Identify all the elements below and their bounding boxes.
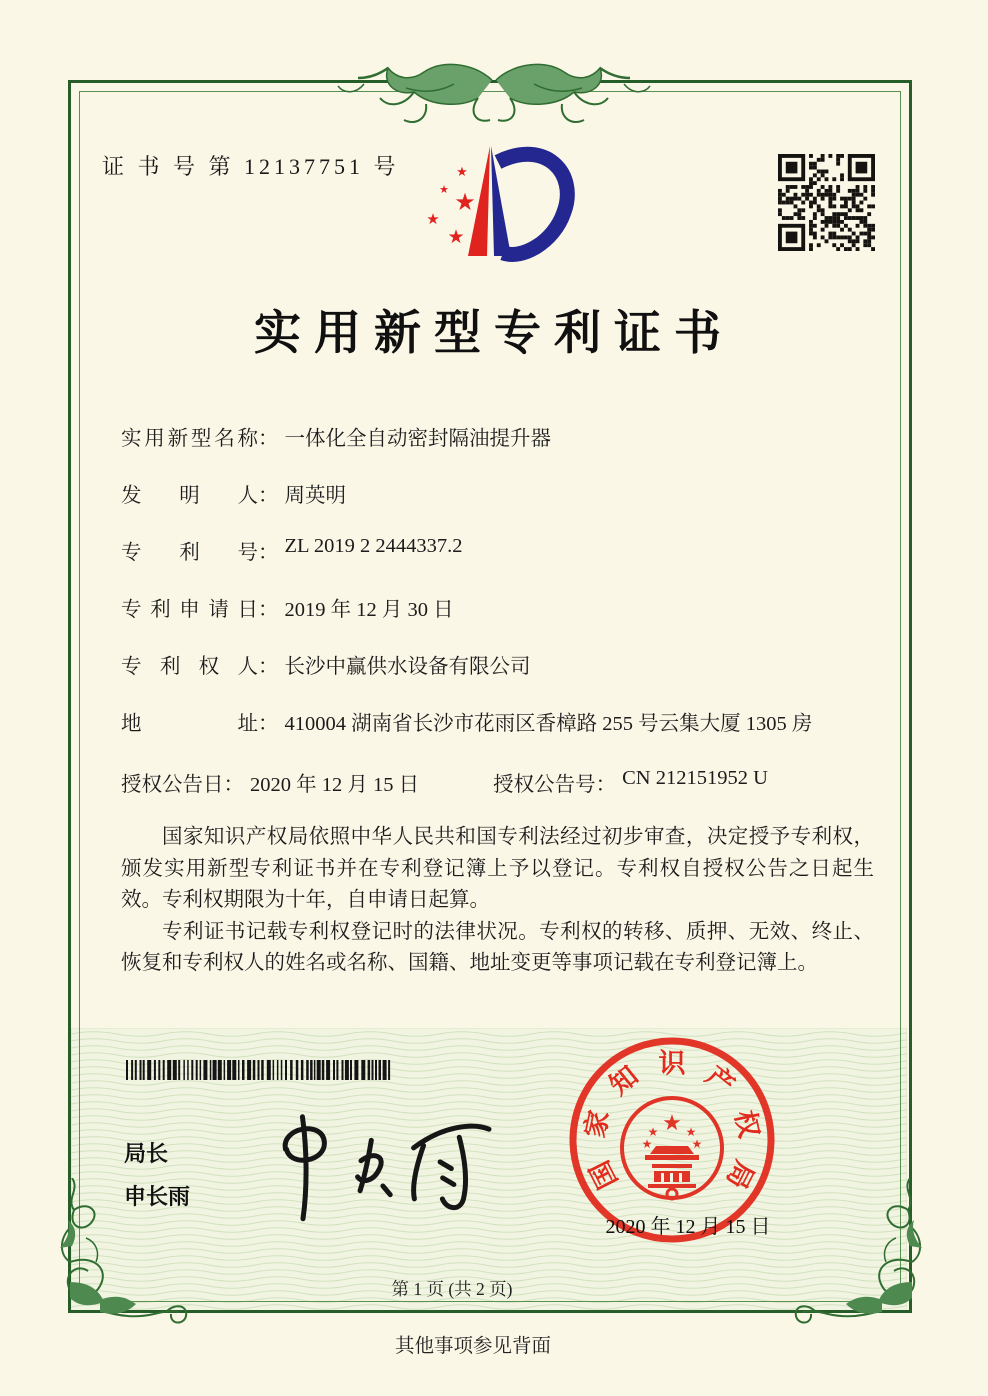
legal-text	[121, 822, 874, 980]
cnipa-logo	[406, 136, 576, 288]
commissioner-signature	[266, 1100, 496, 1225]
field-row-grant	[121, 767, 896, 824]
svg-text:★: ★	[662, 1111, 682, 1136]
svg-text:★: ★	[439, 183, 449, 196]
svg-text:★: ★	[426, 210, 440, 228]
field-label: 专利号	[121, 542, 258, 564]
qr-code	[778, 154, 875, 251]
field-value: 410004 湖南省长沙市花雨区香樟路 255 号云集大厦 1305 房	[284, 713, 813, 735]
field-value: 周英明	[284, 485, 346, 507]
field-row-inventor	[121, 478, 896, 535]
certificate-number: 证 书 号 第 12137751 号	[102, 154, 400, 179]
field-label: 发明人	[121, 485, 258, 507]
field-colon: ：	[258, 485, 279, 507]
svg-text:★: ★	[691, 1137, 703, 1151]
field-row-patent-no	[121, 535, 896, 592]
seal-char: 家	[579, 1107, 615, 1141]
back-side-note: 其他事项参见背面	[394, 1336, 551, 1357]
field-row-patentee	[121, 649, 896, 706]
border-ornament-top-dragons	[334, 54, 654, 134]
seal-char: 权	[729, 1107, 765, 1141]
field-row-address	[121, 706, 896, 767]
seal-char: 知	[603, 1060, 644, 1101]
field-value: 长沙中赢供水设备有限公司	[284, 656, 531, 678]
field-colon: ：	[258, 428, 279, 450]
svg-text:★: ★	[685, 1125, 697, 1139]
field-value: ZL 2019 2 2444337.2	[284, 535, 463, 557]
barcode	[124, 1060, 396, 1080]
grant-date-value: 2020 年 12 月 15 日	[250, 774, 420, 796]
commissioner-title: 局长	[124, 1141, 169, 1166]
svg-text:★: ★	[447, 226, 465, 248]
legal-paragraph-1: 国家知识产权局依照中华人民共和国专利法经过初步审查，决定授予专利权，颁发实用新型专利证书并在专利登记簿上予以登记。专利权自授权公告之日起生效。专利权期限为十年，自申请日起算。	[121, 826, 874, 911]
field-list	[121, 421, 896, 824]
page-number: 第 1 页 (共 2 页)	[391, 1279, 513, 1299]
field-colon: ：	[258, 656, 279, 678]
seal-char: 识	[658, 1048, 686, 1079]
field-label: 地址	[121, 713, 258, 735]
field-label: 专利申请日	[121, 599, 258, 621]
commissioner-block	[124, 1132, 190, 1218]
commissioner-name: 申长雨	[124, 1184, 191, 1209]
certificate-title: 实用新型专利证书	[254, 308, 734, 360]
field-row-name	[121, 421, 896, 478]
field-colon: ：	[258, 713, 279, 735]
svg-text:★: ★	[647, 1125, 659, 1139]
seal-date: 2020 年 12 月 15 日	[605, 1216, 771, 1238]
legal-paragraph-2: 专利证书记载专利权登记时的法律状况。专利权的转移、质押、无效、终止、恢复和专利权人的姓名或名称、国籍、地址变更等事项记载在专利登记簿上。	[121, 920, 874, 974]
field-colon: ：	[223, 774, 244, 796]
field-row-filing-date	[121, 592, 896, 649]
field-value: 一体化全自动密封隔油提升器	[284, 428, 551, 450]
grant-no-value: CN 212151952 U	[622, 767, 768, 789]
field-label: 专利权人	[121, 656, 258, 678]
field-colon: ：	[258, 542, 279, 564]
grant-no-label: 授权公告号	[493, 774, 596, 796]
border-ornament-bottom-right	[792, 1178, 932, 1332]
field-label: 实用新型名称	[121, 428, 258, 450]
field-colon: ：	[595, 774, 617, 796]
svg-text:★: ★	[454, 188, 476, 216]
seal-char: 产	[700, 1060, 741, 1101]
seal-char: 局	[720, 1155, 760, 1194]
svg-text:★: ★	[456, 165, 468, 180]
seal-char: 国	[584, 1155, 624, 1194]
field-value: 2019 年 12 月 30 日	[284, 599, 454, 621]
grant-date-label: 授权公告日	[121, 774, 224, 796]
svg-text:★: ★	[641, 1137, 653, 1151]
field-colon: ：	[258, 599, 279, 621]
